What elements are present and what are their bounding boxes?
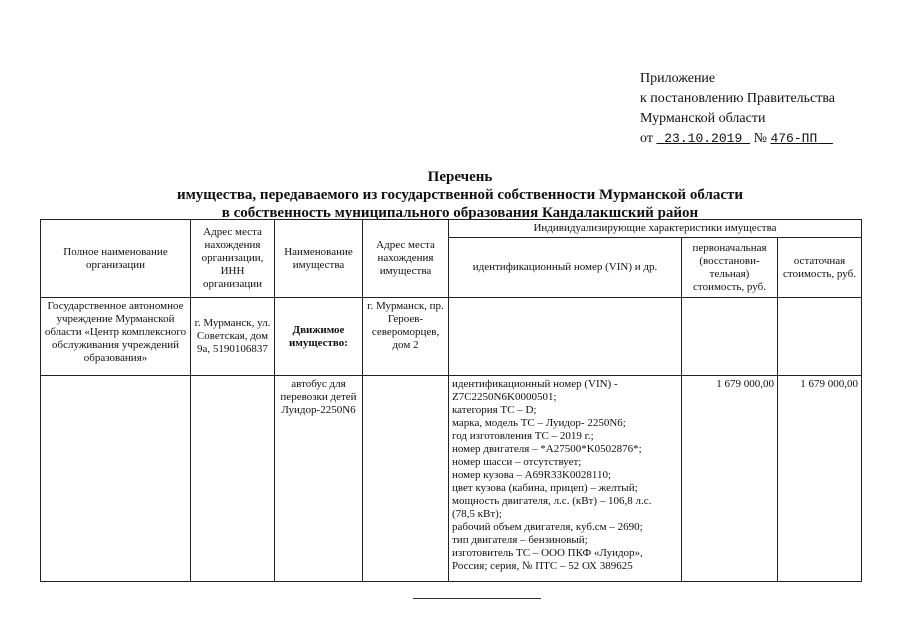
header-org-address: Адрес места нахождения организации, ИНН организации [191,220,275,298]
description-line: Россия; серия, № ПТС – 52 ОХ 389625 [452,560,633,572]
appendix-decree: к постановлению Правительства [640,91,836,106]
cell-item-description [449,376,682,582]
appendix-title: Приложение [640,71,716,86]
description-line: номер кузова – A69R33K0028110; [452,469,612,481]
description-line: тип двигателя – бензиновый; [452,534,588,546]
cell-property-type: Движимое имущество: [275,298,363,376]
cell-empty [682,298,778,376]
description-line: Z7C2250N6K0000501; [452,391,557,403]
description-line: (78,5 кВт); [452,508,502,520]
date-prefix: от [640,131,653,146]
decree-date: 23.10.2019 [664,131,743,146]
header-property-name: Наименование имущества [275,220,363,298]
title-line-3: в собственность муниципального образования Кандалакшский район [221,205,699,221]
title-line-2: имущества, передаваемого из государственной собственности Мурманской области [176,187,744,203]
appendix-region: Мурманской области [640,111,766,126]
header-characteristics: Индивидуализирующие характеристики имущества [449,220,862,238]
cell-property-address: г. Мурманск, пр. Героев-североморцев, дом 2 [363,298,449,376]
appendix-date-number [640,129,835,149]
title-line-1: Перечень [427,169,493,185]
appendix-block [640,69,835,149]
description-line: марка, модель ТС – Луидор- 2250N6; [452,417,626,429]
header-property-address: Адрес места нахождения имущества [363,220,449,298]
cell-empty [41,376,191,582]
cell-empty [449,298,682,376]
cell-organization: Государственное автономное учреждение Мурманской области «Центр комплексного обслуживания учреждений образования» [41,298,191,376]
number-prefix: № [753,131,767,146]
cell-residual-cost: 1 679 000,00 [778,376,862,582]
header-initial-cost: первоначальная (восстанови-тельная) стоимость, руб. [682,238,778,298]
description-line: номер двигателя – *A27500*K0502876*; [452,443,642,455]
document-title [120,168,800,222]
footer-divider [413,598,541,599]
description-line: мощность двигателя, л.с. (кВт) – 106,8 л.с. [452,495,652,507]
cell-org-address: г. Мурманск, ул. Советская, дом 9а, 5190106837 [191,298,275,376]
cell-empty [191,376,275,582]
cell-initial-cost: 1 679 000,00 [682,376,778,582]
description-line: цвет кузова (кабина, прицеп) – желтый; [452,482,638,494]
description-line: номер шасси – отсутствует; [452,456,582,468]
description-line: рабочий объем двигателя, куб.см – 2690; [452,521,643,533]
cell-empty [778,298,862,376]
decree-number: 476-ПП [770,131,818,146]
table-row-item [41,376,862,582]
header-residual-cost: остаточная стоимость, руб. [778,238,862,298]
cell-item-name: автобус для перевозки детей Луидор-2250N6 [275,376,363,582]
header-organization: Полное наименование организации [41,220,191,298]
cell-empty [363,376,449,582]
description-line: идентификационный номер (VIN) - [452,378,618,390]
header-vin: идентификационный номер (VIN) и др. [449,238,682,298]
property-table [40,219,862,582]
description-line: год изготовления ТС – 2019 г.; [452,430,594,442]
table-row-organization [41,298,862,376]
description-line: изготовитель ТС – ООО ПКФ «Луидор», [452,547,643,559]
description-line: категория ТС – D; [452,404,537,416]
